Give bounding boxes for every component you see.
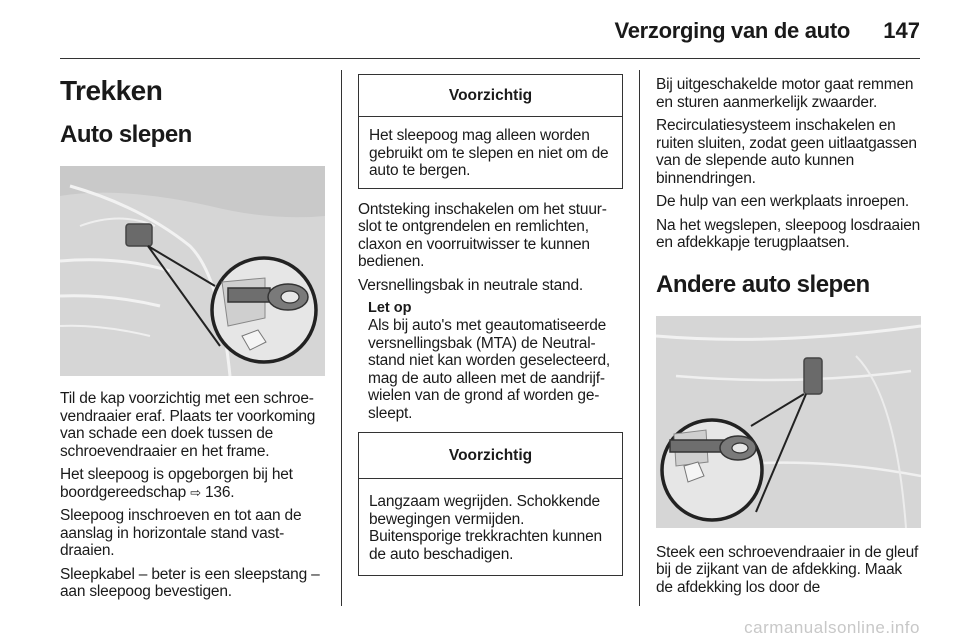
section-heading: Andere auto slepen (656, 270, 870, 298)
watermark: carmanualsonline.info (744, 618, 920, 637)
towing-eye-shaft (670, 440, 726, 452)
paragraph: Na het wegslepen, sleepoog losdraaien en afdekkapje terugplaatsen. (656, 216, 921, 251)
paragraph: Versnellingsbak in neutrale stand. (358, 276, 583, 294)
caution-text: Langzaam wegrijden. Schokkende bewegingen vermijden. Buitensporige trekkrachten kunnen de auto beschadigen. (369, 493, 602, 563)
paragraph: Recirculatiesysteem inschakelen en ruiten sluiten, zodat geen uitlaatgassen van de slepende auto kunnen binnendringen. (656, 117, 917, 187)
paragraph: Het sleepoog is opgeborgen bij het boordgereedschap ⇨ 136. (60, 466, 293, 501)
column-right (656, 70, 921, 602)
running-title: Verzorging van de auto (614, 18, 850, 43)
page-reference-arrow-icon: ⇨ (190, 484, 201, 500)
paragraph: Ontsteking inschakelen om het stuurslot te ontgrendelen en remlichten, claxon en voorruitwisser te kunnen bedienen. (358, 200, 607, 270)
column-left (60, 70, 325, 607)
note-block (358, 300, 623, 422)
towing-eye-cover-illustration (60, 166, 325, 376)
front-bumper-drawing (60, 166, 325, 376)
paragraph: Sleepkabel – beter is een sleepstang – aan sleepoog bevestigen. (60, 565, 320, 600)
paragraph: Bij uitgeschakelde motor gaat remmen en sturen aanmerkelijk zwaarder. (656, 76, 914, 111)
rear-towing-eye-illustration (656, 316, 921, 528)
page-number: 147 (883, 18, 920, 43)
caution-text: Het sleepoog mag alleen worden gebruikt om te slepen en niet om de auto te bergen. (369, 127, 609, 179)
caution-title: Voorzichtig (359, 433, 622, 479)
column-middle (358, 70, 623, 588)
paragraph: Steek een schroevendraaier in de gleuf bij de zijkant van de afdekking. Maak de afdekking los door de (656, 543, 919, 596)
caution-box (358, 74, 623, 189)
column-divider (639, 70, 640, 606)
column-divider (341, 70, 342, 606)
page-header (60, 0, 920, 59)
page-reference[interactable]: 136. (200, 483, 235, 501)
paragraph: Sleepoog inschroeven en tot aan de aanslag in horizontale stand vastdraaien. (60, 507, 302, 559)
section-heading: Trekken (60, 75, 163, 106)
rear-bumper-drawing (656, 316, 921, 528)
caution-title: Voorzichtig (359, 75, 622, 117)
note-label: Let op (368, 300, 412, 316)
subsection-heading: Auto slepen (60, 121, 192, 148)
caution-box (358, 432, 623, 576)
towing-eye-shaft (228, 288, 270, 302)
towing-eye-cover (126, 224, 152, 246)
paragraph: Til de kap voorzichtig met een schroevendraaier eraf. Plaats ter voorkoming van schade een doek tussen de schroevendraaier en het frame. (60, 390, 316, 460)
towing-eye-cover (804, 358, 822, 394)
note-text: Als bij auto's met geautomatiseerde versnellingsbak (MTA) de Neutral-stand niet kan worden geselecteerd, mag de auto alleen met de aandrijfwielen van de grond af worden gesleept. (368, 317, 611, 422)
paragraph: De hulp van een werkplaats inroepen. (656, 193, 910, 210)
